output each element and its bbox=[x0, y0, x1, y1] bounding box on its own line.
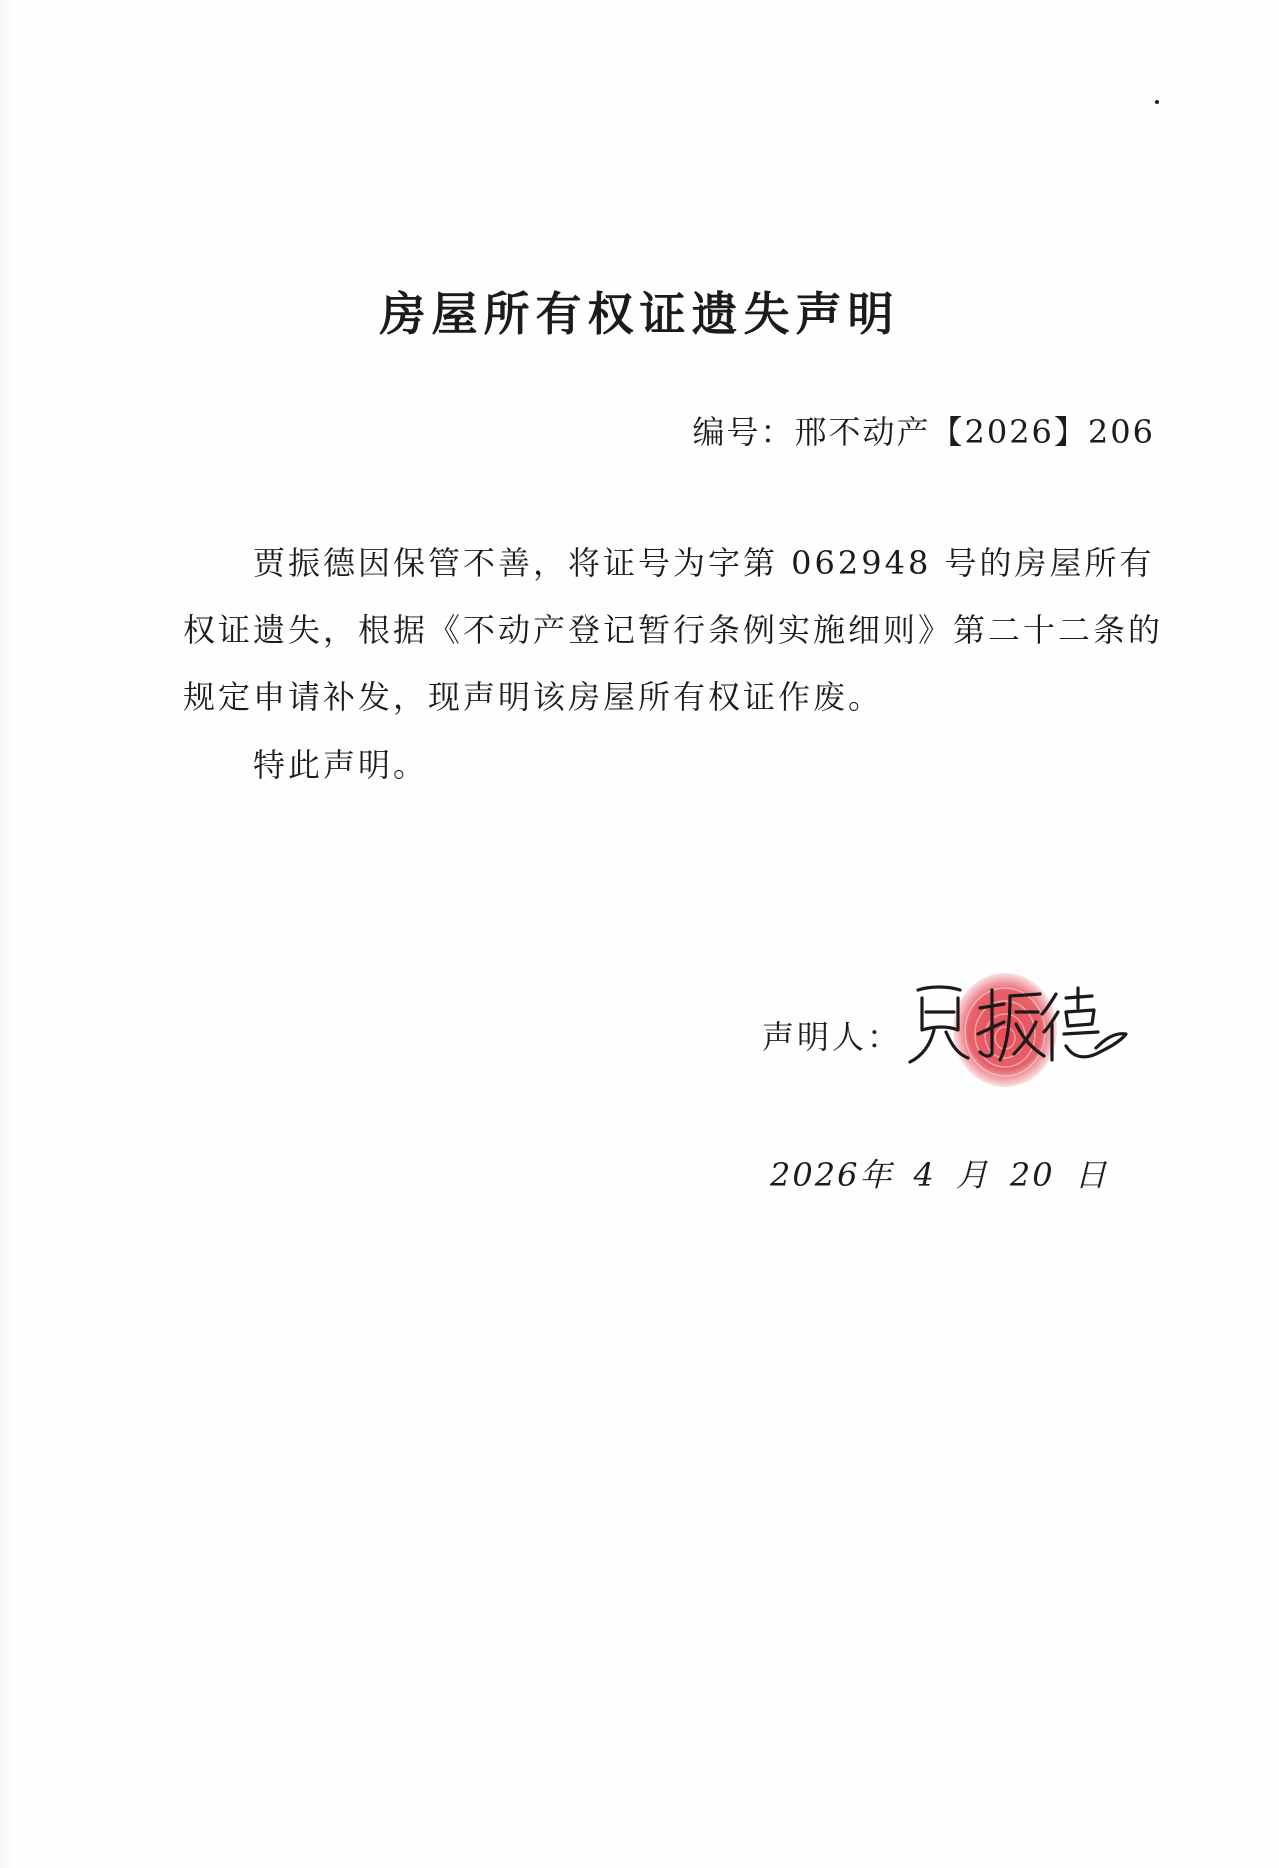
date-day: 20 bbox=[1009, 1156, 1055, 1194]
date-month-unit: 月 bbox=[955, 1156, 990, 1194]
date-year-unit: 年 bbox=[859, 1156, 894, 1194]
date-month: 4 bbox=[913, 1156, 936, 1194]
statement-body bbox=[183, 530, 1163, 731]
document-title: 房屋所有权证遗失声明 bbox=[379, 287, 900, 341]
scan-speck bbox=[1155, 100, 1159, 104]
date-day-unit: 日 bbox=[1074, 1156, 1109, 1194]
statement-body-text: 贾振德因保管不善，将证号为字第 062948 号的房屋所有权证遗失，根据《不动产登记暂行条例实施细则》第二十二条的规定申请补发，现声明该房屋所有权证作废。 bbox=[183, 544, 1164, 716]
closing-statement: 特此声明。 bbox=[253, 746, 429, 784]
date-year: 2026 bbox=[770, 1156, 860, 1194]
statement-date bbox=[770, 1150, 1109, 1196]
declarant-label: 声明人： bbox=[762, 1018, 903, 1056]
handwritten-signature bbox=[900, 968, 1130, 1078]
document-number: 编号：邢不动产【2026】206 bbox=[692, 413, 1155, 451]
